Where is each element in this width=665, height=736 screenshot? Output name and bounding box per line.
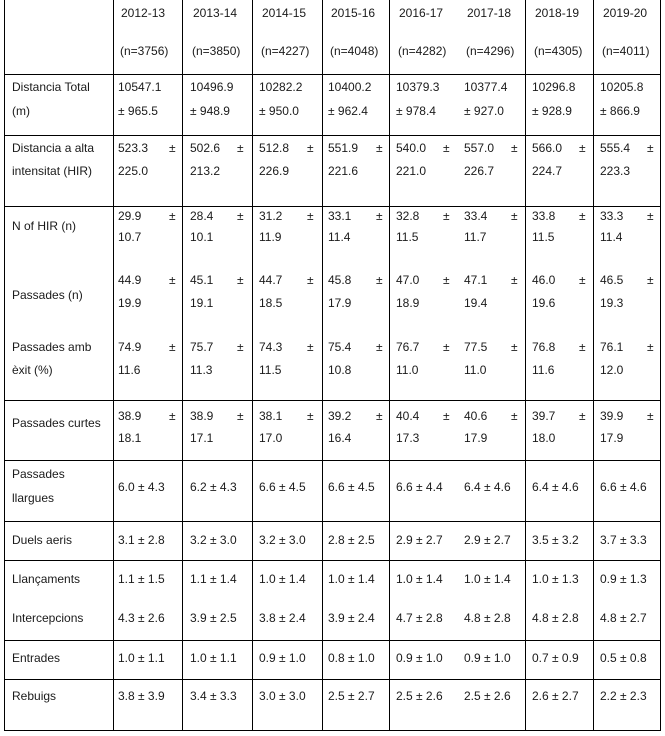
cell-plusminus: ± xyxy=(511,340,518,354)
cell-value: 0.9 ± 1.3 xyxy=(600,572,647,586)
cell-plusminus: ± xyxy=(237,340,244,354)
season-header: 2018-19 xyxy=(535,6,580,20)
cell-sd: 11.5 xyxy=(259,363,282,377)
cell-sd: 221.6 xyxy=(328,164,359,178)
sample-size-header: (n=4282) xyxy=(398,44,447,58)
cell-sd: 11.4 xyxy=(328,230,351,244)
season-header: 2017-18 xyxy=(467,6,512,20)
cell-sd: 19.6 xyxy=(532,296,556,310)
cell-sd: 226.7 xyxy=(464,164,495,178)
cell-mean: 39.7 xyxy=(532,409,556,423)
cell-value: 1.1 ± 1.5 xyxy=(118,572,165,586)
cell-value: 3.2 ± 3.0 xyxy=(259,533,306,547)
row-label: Passades curtes xyxy=(12,416,101,430)
cell-sd: ± 978.4 xyxy=(396,104,436,118)
row-label: Intercepcions xyxy=(12,611,84,625)
cell-value: 1.0 ± 1.4 xyxy=(259,572,306,586)
row-label: (m) xyxy=(12,104,30,118)
cell-value: 3.7 ± 3.3 xyxy=(600,533,647,547)
cell-sd: 221.0 xyxy=(396,164,427,178)
cell-sd: 17.3 xyxy=(396,431,420,445)
cell-value: 1.1 ± 1.4 xyxy=(190,572,237,586)
cell-mean: 74.3 xyxy=(259,340,283,354)
cell-value: 3.5 ± 3.2 xyxy=(532,533,579,547)
season-header: 2019-20 xyxy=(603,6,648,20)
cell-mean: 74.9 xyxy=(118,340,142,354)
cell-sd: 17.1 xyxy=(190,431,214,445)
grid-line xyxy=(4,460,661,461)
cell-sd: ± 962.4 xyxy=(328,104,368,118)
grid-line xyxy=(593,0,594,731)
cell-value: 2.9 ± 2.7 xyxy=(464,533,511,547)
cell-plusminus: ± xyxy=(376,340,383,354)
cell-sd: 10.8 xyxy=(328,363,352,377)
grid-line xyxy=(4,679,661,680)
cell-sd: 10.7 xyxy=(118,230,142,244)
cell-mean: 10282.2 xyxy=(259,80,303,94)
cell-sd: 19.1 xyxy=(190,296,214,310)
cell-plusminus: ± xyxy=(307,141,314,155)
grid-line xyxy=(4,640,661,641)
cell-value: 4.8 ± 2.8 xyxy=(464,611,511,625)
cell-value: 3.2 ± 3.0 xyxy=(190,533,237,547)
cell-mean: 44.7 xyxy=(259,273,283,287)
cell-value: 3.8 ± 2.4 xyxy=(259,611,306,625)
cell-mean: 29.9 xyxy=(118,209,142,223)
sample-size-header: (n=3850) xyxy=(192,44,241,58)
grid-line xyxy=(525,0,526,731)
cell-value: 0.9 ± 1.0 xyxy=(396,651,443,665)
cell-plusminus: ± xyxy=(307,209,314,223)
cell-value: 1.0 ± 1.4 xyxy=(396,572,443,586)
cell-mean: 10205.8 xyxy=(600,80,644,94)
cell-mean: 47.0 xyxy=(396,273,420,287)
cell-mean: 512.8 xyxy=(259,141,290,155)
cell-plusminus: ± xyxy=(169,209,176,223)
cell-mean: 39.9 xyxy=(600,409,624,423)
cell-sd: 213.2 xyxy=(190,164,221,178)
cell-plusminus: ± xyxy=(579,340,586,354)
cell-value: 2.6 ± 2.7 xyxy=(532,689,579,703)
cell-plusminus: ± xyxy=(511,409,518,423)
cell-mean: 523.3 xyxy=(118,141,149,155)
cell-plusminus: ± xyxy=(647,273,654,287)
cell-sd: 19.3 xyxy=(600,296,624,310)
season-header: 2014-15 xyxy=(262,6,307,20)
cell-value: 0.8 ± 1.0 xyxy=(328,651,375,665)
cell-value: 3.4 ± 3.3 xyxy=(190,689,237,703)
cell-sd: 223.3 xyxy=(600,164,631,178)
cell-plusminus: ± xyxy=(376,209,383,223)
cell-mean: 45.1 xyxy=(190,273,214,287)
cell-mean: 39.2 xyxy=(328,409,352,423)
grid-line xyxy=(4,560,661,561)
cell-plusminus: ± xyxy=(169,273,176,287)
row-label: llargues xyxy=(12,491,55,505)
grid-line xyxy=(4,206,661,207)
cell-sd: 11.0 xyxy=(464,363,487,377)
cell-value: 6.6 ± 4.5 xyxy=(328,480,375,494)
cell-plusminus: ± xyxy=(579,141,586,155)
cell-value: 6.6 ± 4.5 xyxy=(259,480,306,494)
cell-sd: ± 866.9 xyxy=(600,104,640,118)
cell-mean: 566.0 xyxy=(532,141,563,155)
cell-plusminus: ± xyxy=(237,209,244,223)
row-label: Passades amb xyxy=(12,340,92,354)
cell-sd: ± 948.9 xyxy=(190,104,230,118)
cell-value: 6.4 ± 4.6 xyxy=(532,480,579,494)
cell-value: 6.6 ± 4.6 xyxy=(600,480,647,494)
cell-value: 2.5 ± 2.6 xyxy=(396,689,443,703)
cell-value: 0.7 ± 0.9 xyxy=(532,651,579,665)
cell-value: 6.2 ± 4.3 xyxy=(190,480,237,494)
grid-line xyxy=(4,521,661,522)
cell-value: 0.9 ± 1.0 xyxy=(464,651,511,665)
season-header: 2013-14 xyxy=(193,6,238,20)
cell-plusminus: ± xyxy=(307,409,314,423)
row-label: N of HIR (n) xyxy=(12,219,77,233)
cell-mean: 10400.2 xyxy=(328,80,372,94)
cell-plusminus: ± xyxy=(169,409,176,423)
cell-value: 4.7 ± 2.8 xyxy=(396,611,443,625)
cell-value: 2.2 ± 2.3 xyxy=(600,689,647,703)
cell-plusminus: ± xyxy=(443,209,450,223)
grid-line xyxy=(182,0,183,731)
cell-sd: 11.5 xyxy=(396,230,419,244)
cell-mean: 40.6 xyxy=(464,409,488,423)
cell-sd: 18.5 xyxy=(259,296,283,310)
cell-mean: 38.9 xyxy=(118,409,142,423)
cell-mean: 76.7 xyxy=(396,340,420,354)
cell-value: 4.8 ± 2.8 xyxy=(532,611,579,625)
cell-mean: 33.3 xyxy=(600,209,624,223)
cell-mean: 31.2 xyxy=(259,209,283,223)
cell-plusminus: ± xyxy=(376,273,383,287)
cell-sd: 17.9 xyxy=(328,296,352,310)
cell-mean: 10377.4 xyxy=(464,80,508,94)
grid-line xyxy=(113,0,114,731)
grid-line xyxy=(252,0,253,731)
cell-mean: 76.1 xyxy=(600,340,624,354)
cell-mean: 555.4 xyxy=(600,141,631,155)
cell-mean: 40.4 xyxy=(396,409,420,423)
sample-size-header: (n=4296) xyxy=(466,44,515,58)
cell-sd: 226.9 xyxy=(259,164,290,178)
sample-size-header: (n=4048) xyxy=(330,44,379,58)
cell-mean: 45.8 xyxy=(328,273,352,287)
season-header: 2012-13 xyxy=(121,6,166,20)
row-label: èxit (%) xyxy=(12,363,53,377)
season-header: 2015-16 xyxy=(331,6,376,20)
cell-mean: 10547.1 xyxy=(118,80,162,94)
cell-sd: 225.0 xyxy=(118,164,149,178)
cell-sd: 19.9 xyxy=(118,296,142,310)
cell-value: 3.0 ± 3.0 xyxy=(259,689,306,703)
cell-sd: 11.3 xyxy=(190,363,213,377)
cell-value: 3.9 ± 2.4 xyxy=(328,611,375,625)
cell-sd: 10.1 xyxy=(190,230,214,244)
cell-sd: 18.1 xyxy=(118,431,142,445)
cell-value: 6.6 ± 4.4 xyxy=(396,480,443,494)
cell-value: 1.0 ± 1.1 xyxy=(190,651,237,665)
cell-sd: 11.6 xyxy=(118,363,141,377)
cell-value: 4.8 ± 2.7 xyxy=(600,611,647,625)
cell-sd: 11.6 xyxy=(532,363,555,377)
cell-mean: 32.8 xyxy=(396,209,420,223)
cell-mean: 77.5 xyxy=(464,340,488,354)
season-header: 2016-17 xyxy=(399,6,444,20)
cell-mean: 75.7 xyxy=(190,340,214,354)
cell-mean: 551.9 xyxy=(328,141,359,155)
row-label: Passades (n) xyxy=(12,288,83,302)
cell-value: 2.9 ± 2.7 xyxy=(396,533,443,547)
sample-size-header: (n=3756) xyxy=(120,44,169,58)
cell-plusminus: ± xyxy=(376,409,383,423)
cell-value: 4.3 ± 2.6 xyxy=(118,611,165,625)
cell-value: 6.4 ± 4.6 xyxy=(464,480,511,494)
cell-value: 6.0 ± 4.3 xyxy=(118,480,165,494)
cell-mean: 557.0 xyxy=(464,141,495,155)
grid-line xyxy=(4,0,5,731)
cell-plusminus: ± xyxy=(443,409,450,423)
cell-sd: 17.0 xyxy=(259,431,283,445)
cell-sd: 19.4 xyxy=(464,296,488,310)
cell-plusminus: ± xyxy=(169,340,176,354)
cell-mean: 10379.3 xyxy=(396,80,440,94)
cell-plusminus: ± xyxy=(579,409,586,423)
cell-sd: 224.7 xyxy=(532,164,563,178)
cell-value: 1.0 ± 1.1 xyxy=(118,651,165,665)
cell-sd: ± 927.0 xyxy=(464,104,504,118)
cell-plusminus: ± xyxy=(647,209,654,223)
grid-line xyxy=(4,135,661,136)
sample-size-header: (n=4011) xyxy=(602,44,650,58)
cell-mean: 10296.8 xyxy=(532,80,576,94)
cell-value: 3.9 ± 2.5 xyxy=(190,611,237,625)
cell-mean: 540.0 xyxy=(396,141,427,155)
cell-sd: 11.9 xyxy=(259,230,282,244)
cell-plusminus: ± xyxy=(579,273,586,287)
cell-sd: 11.0 xyxy=(396,363,419,377)
cell-value: 1.0 ± 1.3 xyxy=(532,572,579,586)
cell-value: 2.5 ± 2.7 xyxy=(328,689,375,703)
cell-value: 3.8 ± 3.9 xyxy=(118,689,165,703)
row-label: Llançaments xyxy=(12,572,81,586)
cell-value: 1.0 ± 1.4 xyxy=(328,572,375,586)
cell-mean: 33.4 xyxy=(464,209,488,223)
cell-sd: 11.4 xyxy=(600,230,623,244)
cell-plusminus: ± xyxy=(511,141,518,155)
cell-plusminus: ± xyxy=(237,273,244,287)
cell-plusminus: ± xyxy=(376,141,383,155)
cell-value: 2.5 ± 2.6 xyxy=(464,689,511,703)
cell-mean: 38.9 xyxy=(190,409,214,423)
cell-mean: 38.1 xyxy=(259,409,283,423)
grid-line xyxy=(322,0,323,731)
cell-plusminus: ± xyxy=(237,409,244,423)
row-label: Duels aeris xyxy=(12,533,73,547)
cell-sd: 12.0 xyxy=(600,363,624,377)
cell-mean: 44.9 xyxy=(118,273,142,287)
cell-value: 0.5 ± 0.8 xyxy=(600,651,647,665)
grid-line xyxy=(4,400,661,401)
cell-plusminus: ± xyxy=(647,340,654,354)
cell-sd: ± 965.5 xyxy=(118,104,158,118)
cell-mean: 46.5 xyxy=(600,273,624,287)
cell-plusminus: ± xyxy=(307,340,314,354)
cell-sd: 17.9 xyxy=(600,431,624,445)
cell-sd: 16.4 xyxy=(328,431,352,445)
grid-line xyxy=(4,74,661,75)
cell-mean: 28.4 xyxy=(190,209,214,223)
cell-mean: 46.0 xyxy=(532,273,556,287)
cell-sd: 11.5 xyxy=(532,230,555,244)
cell-plusminus: ± xyxy=(443,273,450,287)
cell-plusminus: ± xyxy=(647,141,654,155)
cell-value: 2.8 ± 2.5 xyxy=(328,533,375,547)
cell-mean: 75.4 xyxy=(328,340,352,354)
grid-line xyxy=(660,0,661,731)
cell-mean: 502.6 xyxy=(190,141,221,155)
cell-mean: 33.8 xyxy=(532,209,556,223)
cell-plusminus: ± xyxy=(647,409,654,423)
row-label: Passades xyxy=(12,467,65,481)
cell-plusminus: ± xyxy=(169,141,176,155)
grid-line xyxy=(4,730,661,731)
cell-plusminus: ± xyxy=(237,141,244,155)
cell-sd: 18.9 xyxy=(396,296,420,310)
row-label: Distancia a alta xyxy=(12,141,95,155)
cell-plusminus: ± xyxy=(511,273,518,287)
cell-sd: ± 928.9 xyxy=(532,104,572,118)
cell-plusminus: ± xyxy=(443,141,450,155)
cell-mean: 76.8 xyxy=(532,340,556,354)
cell-plusminus: ± xyxy=(307,273,314,287)
cell-plusminus: ± xyxy=(511,209,518,223)
sample-size-header: (n=4227) xyxy=(261,44,310,58)
grid-line xyxy=(389,0,390,731)
row-label: Distancia Total xyxy=(12,80,90,94)
cell-sd: 18.0 xyxy=(532,431,556,445)
cell-mean: 47.1 xyxy=(464,273,488,287)
row-label: Entrades xyxy=(12,651,61,665)
cell-sd: ± 950.0 xyxy=(259,104,299,118)
cell-mean: 10496.9 xyxy=(190,80,234,94)
cell-sd: 17.9 xyxy=(464,431,488,445)
cell-value: 3.1 ± 2.8 xyxy=(118,533,165,547)
cell-mean: 33.1 xyxy=(328,209,352,223)
cell-sd: 11.7 xyxy=(464,230,487,244)
cell-value: 1.0 ± 1.4 xyxy=(464,572,511,586)
sample-size-header: (n=4305) xyxy=(534,44,583,58)
cell-plusminus: ± xyxy=(579,209,586,223)
cell-value: 0.9 ± 1.0 xyxy=(259,651,306,665)
row-label: Rebuigs xyxy=(12,689,57,703)
row-label: intensitat (HIR) xyxy=(12,164,93,178)
cell-plusminus: ± xyxy=(443,340,450,354)
